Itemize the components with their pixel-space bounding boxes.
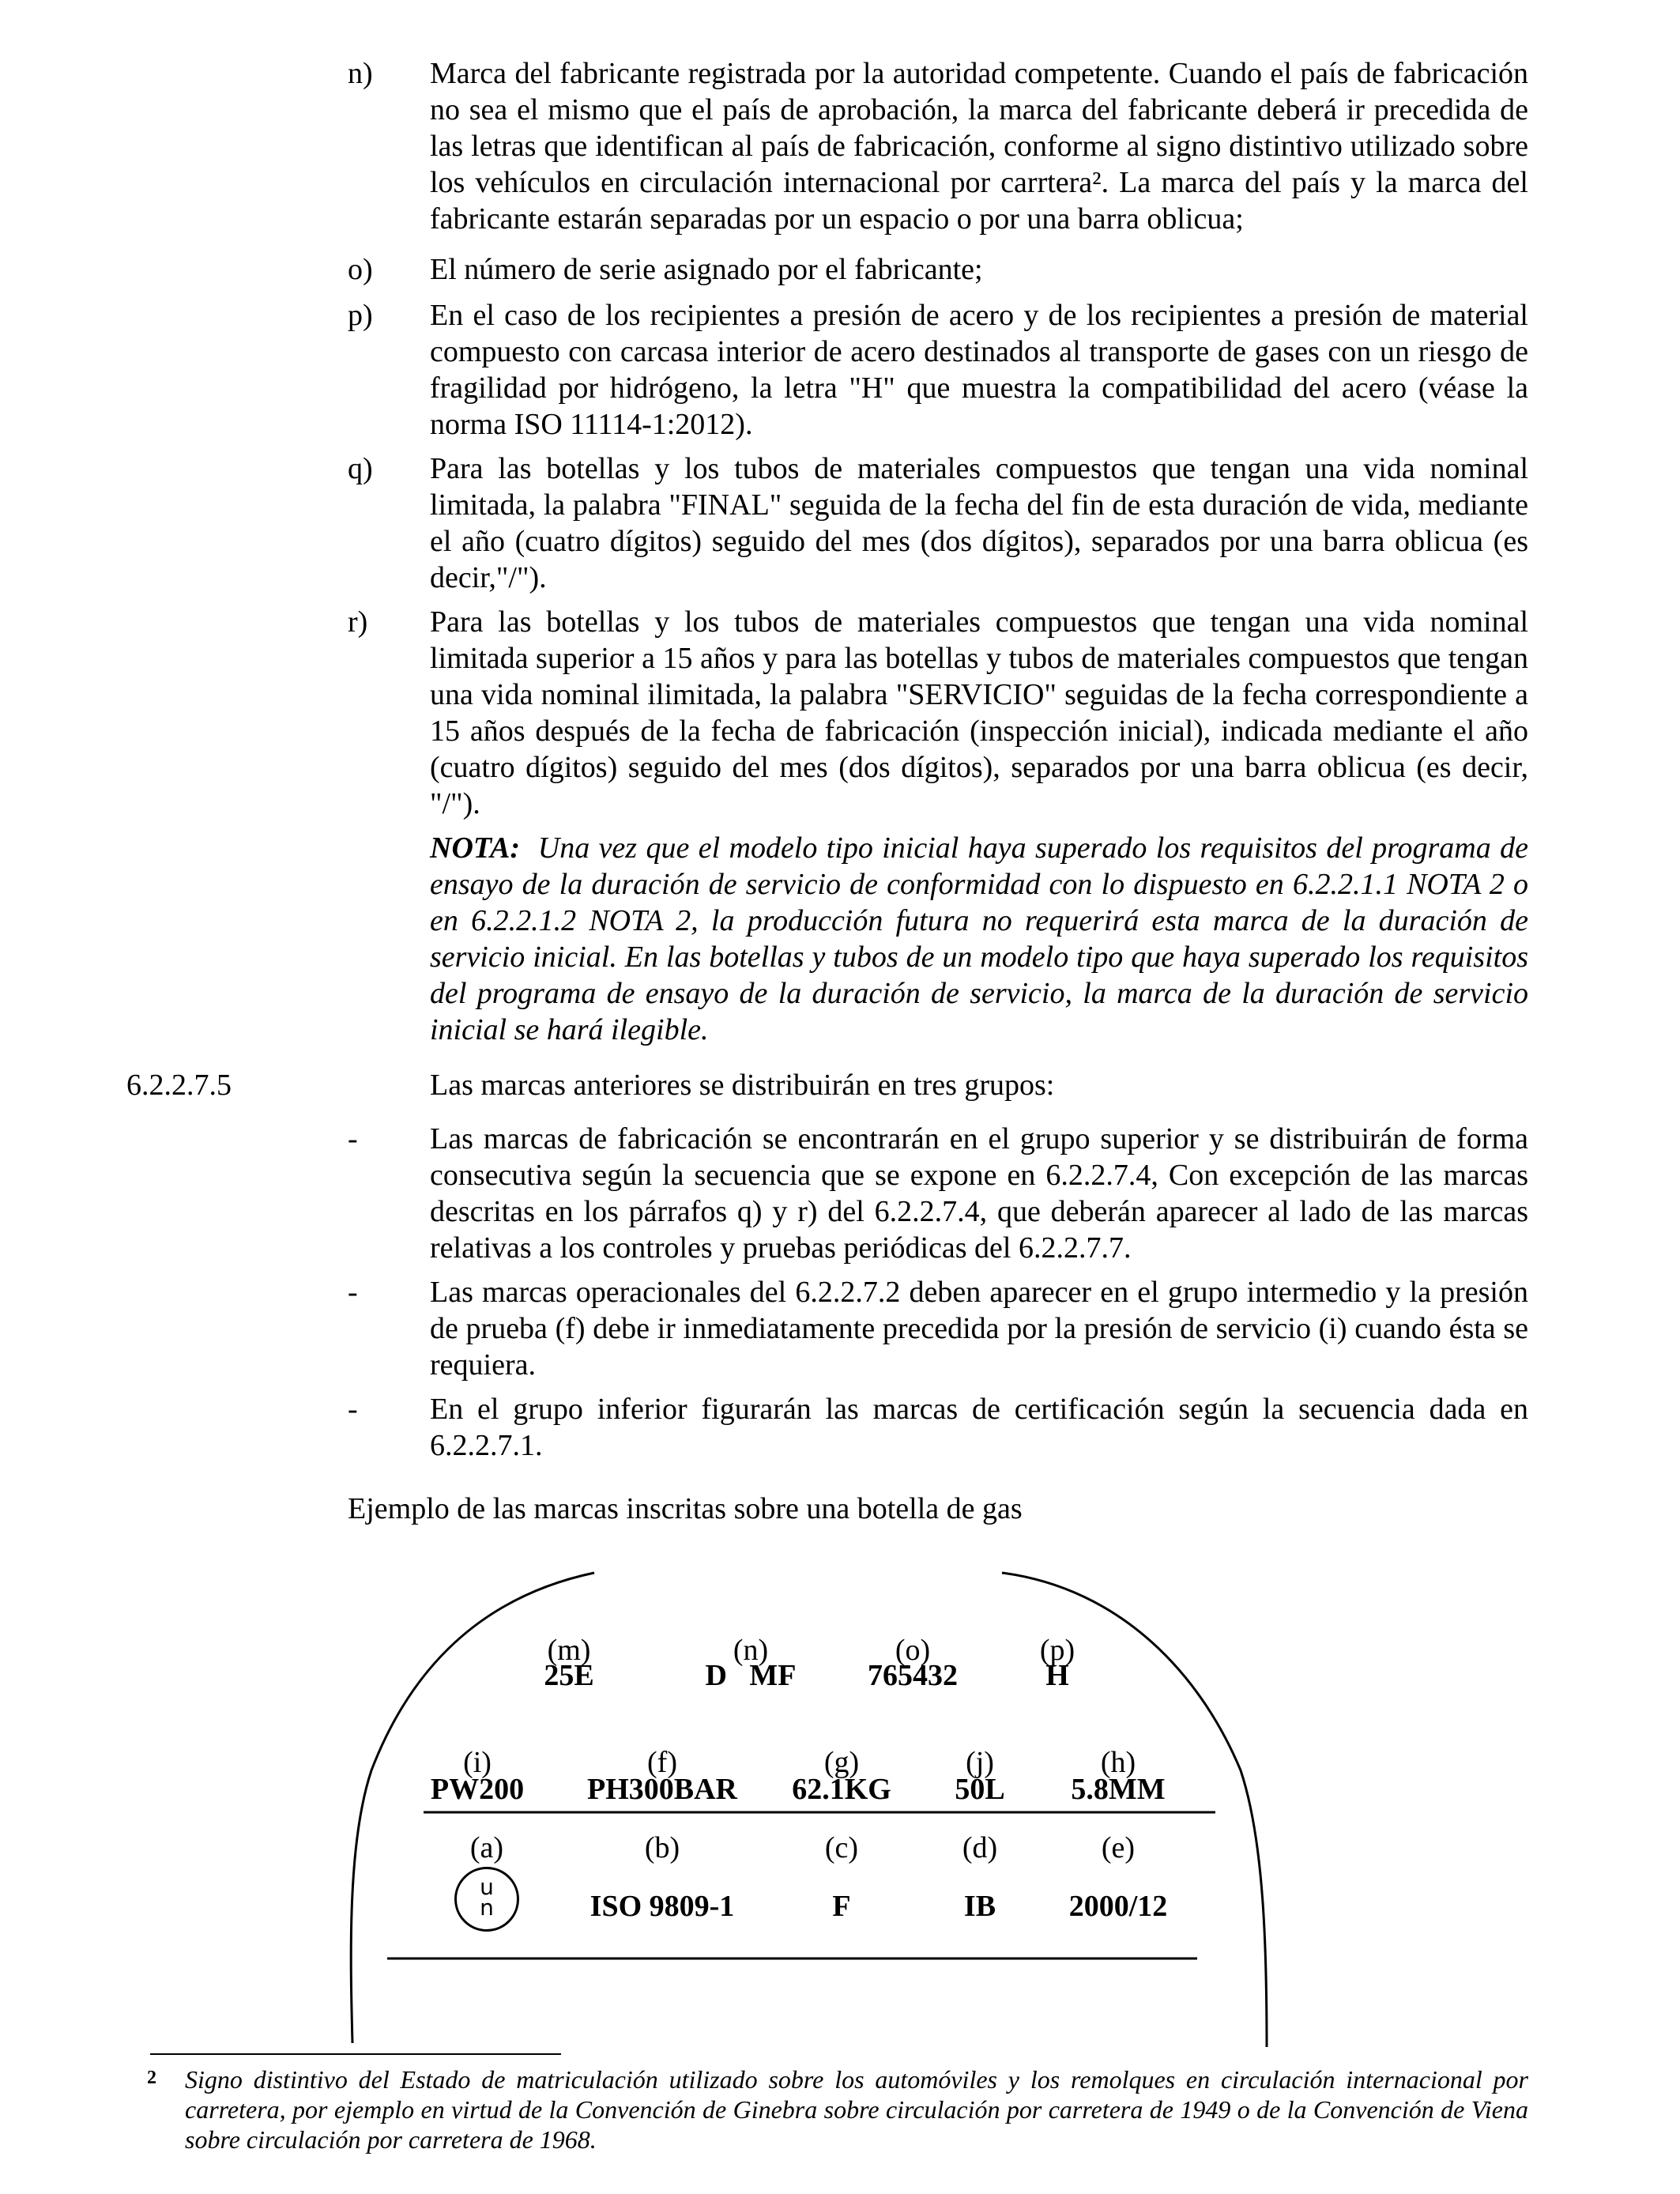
item-marker-r: r) — [348, 605, 368, 639]
item-text-n: Marca del fabricante registrada por la autoridad competente. Cuando el país de fabricación no sea el mismo que el país de aprobación, la marca del fabricante deberá ir precedida de las letras que identifican al país de fabricación, conforme al signo distintivo utilizado sobre los vehículos en circulación internacional por carrtera². La marca del país y la marca del fabricante estarán separadas por un espacio o por una barra oblicua; — [430, 57, 1528, 236]
nota-text: Una vez que el modelo tipo inicial haya superado los requisitos del programa de ensayo de la duración de servicio de conformidad con lo dispuesto en 6.2.2.1.1 NOTA 2 o en 6.2.2.1.2 NOTA 2, la producción futura no requerirá esta marca de la duración de servicio inicial. En las botellas y tubos de un modelo tipo que haya superado los requisitos del programa de ensayo de la duración de servicio, la marca de la duración de servicio inicial se hará ilegible. — [430, 831, 1528, 1046]
footnote-marker: 2 — [147, 2068, 156, 2088]
mark-label-m: (m) — [547, 1634, 591, 1667]
nota-paragraph — [430, 830, 1528, 1048]
bullet-marker: - — [348, 1276, 358, 1309]
bullet-text-operacionales: Las marcas operacionales del 6.2.2.7.2 deben aparecer en el grupo intermedio y la presión de prueba (f) debe ir inmediatamente precedida por la presión de servicio (i) cuando ésta se requiera. — [430, 1276, 1528, 1382]
mark-label-p: (p) — [1039, 1634, 1075, 1667]
item-marker-n: n) — [348, 57, 373, 90]
mark-label-a: (a) — [469, 1831, 504, 1864]
mark-value-d: IB — [963, 1890, 996, 1923]
mark-value-m: 25E — [544, 1659, 594, 1692]
mark-value-o: 765432 — [868, 1659, 958, 1692]
section-number: 6.2.2.7.5 — [126, 1069, 232, 1102]
section-intro: Las marcas anteriores se distribuirán en tres grupos: — [430, 1069, 1055, 1102]
item-text-p: En el caso de los recipientes a presión de acero y de los recipientes a presión de material compuesto con carcasa interior de acero destinados al transporte de gases con un riesgo de fragilidad por hidrógeno, la letra "H" que muestra la compatibilidad del acero (véase la norma ISO 11114-1:2012). — [430, 299, 1528, 441]
mark-value-c: F — [832, 1890, 851, 1923]
mark-value-b: ISO 9809-1 — [590, 1890, 735, 1923]
mark-label-c: (c) — [824, 1831, 859, 1864]
mark-label-e: (e) — [1101, 1831, 1136, 1864]
item-text-r: Para las botellas y los tubos de materiales compuestos que tengan una vida nominal limitada superior a 15 años y para las botellas y tubos de materiales compuestos que tengan una vida nominal ilimitada, la palabra "SERVICIO" seguidas de la fecha correspondiente a 15 años después de la fecha de fabricación (inspección inicial), indicada mediante el año (cuatro dígitos) seguido del mes (dos dígitos), separados por una barra oblicua (es decir, "/"). — [430, 605, 1528, 820]
item-text-o: El número de serie asignado por el fabricante; — [430, 253, 983, 286]
mark-value-n: D MF — [705, 1659, 797, 1692]
mark-label-j: (j) — [966, 1746, 994, 1779]
mark-value-g: 62.1KG — [792, 1773, 891, 1806]
footnote-separator — [150, 2053, 561, 2055]
item-marker-o: o) — [348, 253, 373, 286]
mark-label-o: (o) — [895, 1634, 931, 1667]
mark-label-d: (d) — [962, 1831, 998, 1864]
mark-value-f: PH300BAR — [587, 1773, 737, 1806]
mark-value-h: 5.8MM — [1071, 1773, 1166, 1806]
un-packaging-symbol-icon: u n — [454, 1867, 519, 1932]
mark-value-i: PW200 — [430, 1773, 525, 1806]
mark-value-j: 50L — [955, 1773, 1005, 1806]
bullet-marker: - — [348, 1393, 358, 1426]
mark-label-i: (i) — [463, 1746, 492, 1779]
item-marker-q: q) — [348, 452, 373, 485]
bullet-text-certificacion: En el grupo inferior figurarán las marcas de certificación según la secuencia dada en 6.2.2.7.1. — [430, 1393, 1528, 1462]
nota-label: NOTA: — [430, 831, 520, 865]
mark-label-n: (n) — [733, 1634, 769, 1667]
bullet-marker: - — [348, 1122, 358, 1155]
mark-label-h: (h) — [1100, 1746, 1136, 1779]
mark-label-b: (b) — [644, 1831, 680, 1864]
mark-label-f: (f) — [647, 1746, 677, 1779]
bullet-text-fabricacion: Las marcas de fabricación se encontrarán en el grupo superior y se distribuirán de forma consecutiva según la secuencia que se expone en 6.2.2.7.4, Con excepción de las marcas descritas en los párrafos q) y r) del 6.2.2.7.4, que deberán aparecer al lado de las marcas relativas a los controles y pruebas periódicas del 6.2.2.7.7. — [430, 1122, 1528, 1265]
item-marker-p: p) — [348, 299, 373, 332]
mark-value-p: H — [1045, 1659, 1069, 1692]
example-caption: Ejemplo de las marcas inscritas sobre una botella de gas — [348, 1492, 1023, 1525]
mark-value-e: 2000/12 — [1068, 1890, 1168, 1923]
item-text-q: Para las botellas y los tubos de materiales compuestos que tengan una vida nominal limitada, la palabra "FINAL" seguida de la fecha del fin de esta duración de vida, mediante el año (cuatro dígitos) seguido del mes (dos dígitos), separados por una barra oblicua (es decir,"/"). — [430, 452, 1528, 594]
mark-label-g: (g) — [823, 1746, 860, 1779]
footnote-text: Signo distintivo del Estado de matriculación utilizado sobre los automóviles y los remolques en circulación internacional por carretera, por ejemplo en virtud de la Convención de Ginebra sobre circulación por carretera de 1949 o de la Convención de Viena sobre circulación por carretera de 1968. — [185, 2065, 1528, 2154]
